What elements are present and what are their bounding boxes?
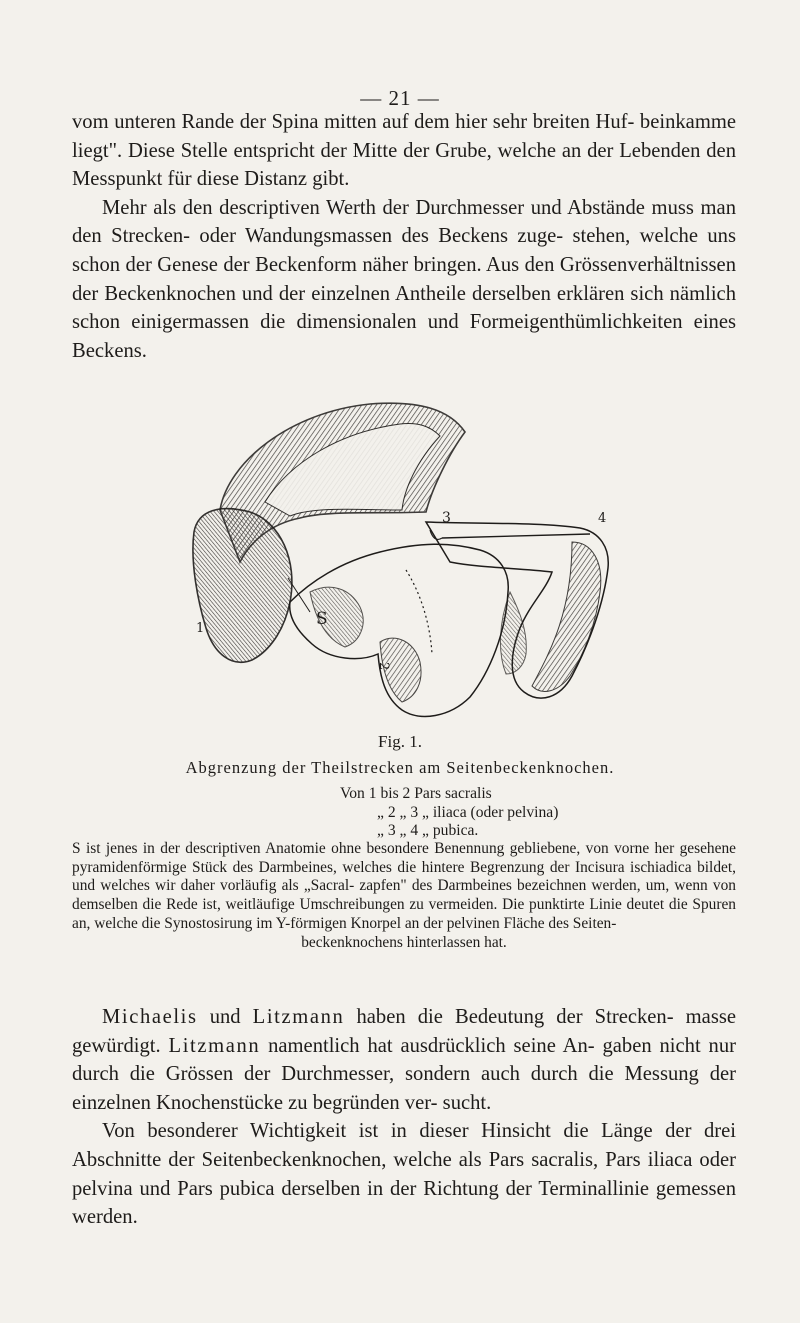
paragraph: Mehr als den descriptiven Werth der Durchmesser und Abstände muss man den Strecken- oder Wandungsmassen des Beckens zuge- stehen, welche uns schon der Genese der Beckenform näher bringen. Aus den Grössenverhältnissen der Beckenknochen und der einzelnen Antheile derselben erklären sich nämlich schon einigermassen die dimensionalen und Formeigenthümlichkeiten eines Beckens. [72,196,736,362]
legend-row: Von 1 bis 2 Pars sacralis [340,785,492,802]
author-name: Litzmann [168,1034,261,1057]
paragraph: vom unteren Rande der Spina mitten auf dem hier sehr breiten Huf- beinkamme liegt". Diese Stelle entspricht der Mitte der Grube, welche an der Lebenden den Messpunkt für diese Distanz gibt. [72,111,736,191]
figure-label-4: 4 [598,511,607,526]
page-number: — 21 — [360,86,440,110]
figure-label-2: 2 [376,662,391,671]
figure-number: Fig. 1. [378,732,422,751]
author-name: Michaelis [102,1006,198,1028]
text-run: und [197,1006,253,1028]
legend-row: „ 3 „ 4 „ pubica. [377,822,479,840]
legend-row: „ 2 „ 3 „ iliaca (oder pelvina) [377,803,559,821]
sacral-region [193,509,292,663]
bottom-text-block [72,1003,736,1232]
paragraph [72,1003,736,1117]
caption-text: S ist jenes in der descriptiven Anatomie ohne besondere Benennung gebliebene, von vorne her gesehene pyramidenförmige Stück des Darmbeines, welches die hintere Begrenzung der Incisura ischiadica bildet, und welches wir daher vorläufig als „Sacral- zapfen" des Darmbeines bezeichnen werden, um, wenn von demselben die Rede ist, weitläufige Umschreibungen zu vermeiden. Die punktirte Linie deutet die Spuren an, welche die Synostosirung im Y-förmigen Knorpel an der pelvinen Fläche des Seiten- [72,840,736,932]
paragraph: Von besonderer Wichtigkeit ist in dieser Hinsicht die Länge der drei Abschnitte der Seitenbeckenknochen, welche als Pars sacralis, Pars iliaca oder pelvina und Pars pubica derselben in der Richtung der Terminallinie gemessen werden. [72,1120,736,1229]
figure-label-1: 1 [196,621,205,636]
figure-legend [340,785,558,841]
dotted-synostosis-line [406,570,432,654]
figure-caption-title: Abgrenzung der Theilstrecken am Seitenbeckenknochen. [185,758,615,777]
text-run: namentlich hat ausdrücklich seine An- gaben nicht nur durch die Grössen der Durchmesser, sondern auch durch die Messung der einzelnen Knochenstücke zu begründen ver- sucht. [72,1034,736,1114]
caption-text-last-line: beckenknochens hinterlassen hat. [301,933,507,951]
figure-label-s: S [316,609,328,629]
pelvic-bone-figure [180,392,620,727]
text-run: haben die Bedeutung der Strecken- masse gewürdigt. [72,1006,736,1057]
figure-caption-body [72,840,736,952]
author-name: Litzmann [252,1006,345,1028]
top-text-block [72,108,736,365]
figure-label-3: 3 [442,510,451,526]
